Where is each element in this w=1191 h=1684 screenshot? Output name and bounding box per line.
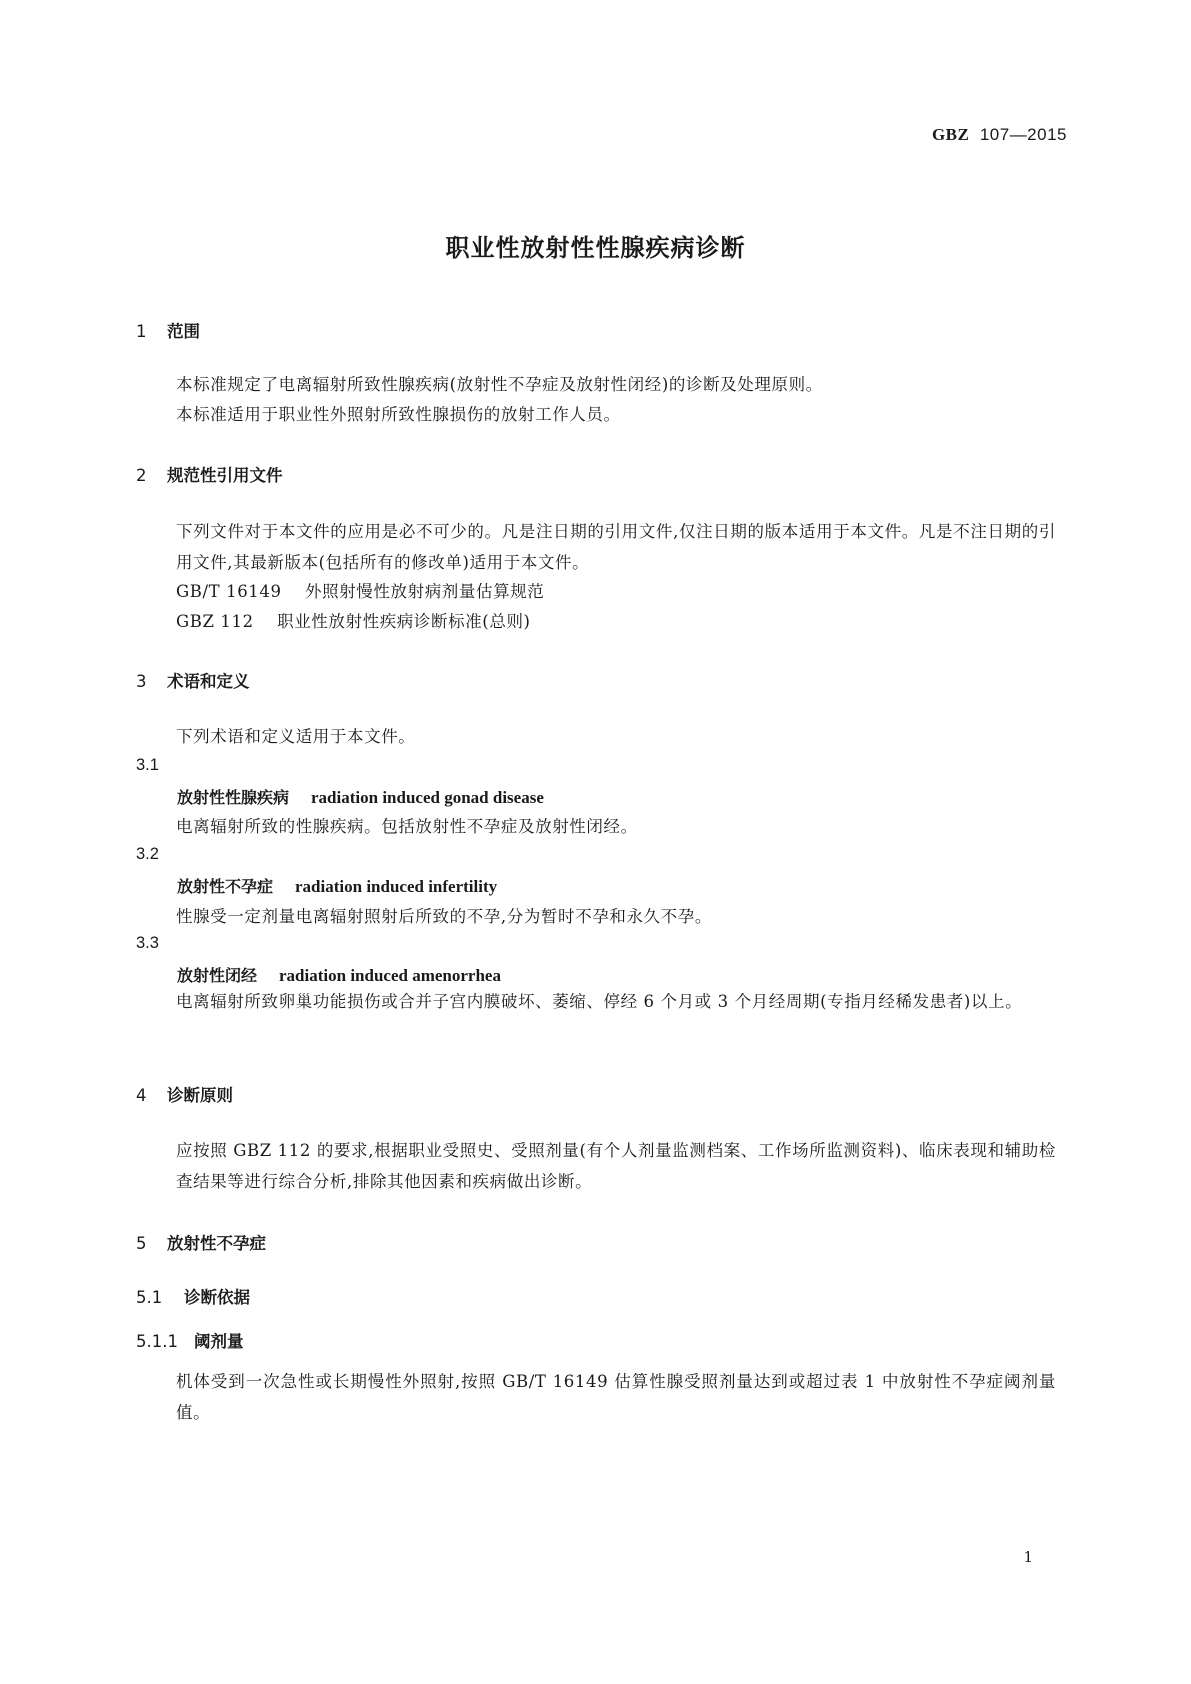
paragraph-text: 下列文件对于本文件的应用是必不可少的。凡是注日期的引用文件,仅注日期的版本适用于本文件。凡是不注日期的引用文件,其最新版本(包括所有的修改单)适用于本文件。 [176,522,1056,572]
term-en: radiation induced infertility [295,877,498,896]
paragraph: 本标准规定了电离辐射所致性腺疾病(放射性不孕症及放射性闭经)的诊断及处理原则。 [176,375,823,394]
reference-code: GBZ 112 [176,612,254,631]
reference-title: 职业性放射性疾病诊断标准(总则) [277,612,531,631]
paragraph-text: 应按照 GBZ 112 的要求,根据职业受照史、受照剂量(有个人剂量监测档案、工作场所监测资料)、临床表现和辅助检查结果等进行综合分析,排除其他因素和疾病做出诊断。 [176,1141,1056,1191]
document-code [932,125,1067,145]
section-number: 4 [136,1086,147,1105]
section-title: 范围 [167,322,200,341]
section-title: 术语和定义 [167,672,250,691]
term-definition-text: 电离辐射所致卵巢功能损伤或合并子宫内膜破坏、萎缩、停经 6 个月或 3 个月经周期(专指月经稀发患者)以上。 [176,992,1023,1011]
section-5-heading [136,1230,266,1254]
term-en: radiation induced amenorrhea [279,966,501,985]
term-cn: 放射性闭经 [177,966,258,985]
term-cn: 放射性不孕症 [177,877,274,896]
section-2-heading [136,462,283,486]
document-code-number: 107—2015 [979,125,1067,144]
term-number: 3.2 [136,845,159,863]
page-title: 职业性放射性性腺疾病诊断 [445,234,746,262]
paragraph: 下列术语和定义适用于本文件。 [176,727,416,746]
paragraph [136,1366,1056,1428]
reference-item [176,578,544,602]
term-en: radiation induced gonad disease [311,788,544,807]
section-number: 2 [136,466,147,485]
section-title: 规范性引用文件 [167,466,283,485]
reference-code: GB/T 16149 [176,582,282,601]
document-code-prefix: GBZ [931,125,970,144]
section-number: 1 [136,322,147,341]
section-1-heading [136,318,200,342]
page-number: 1 [1023,1548,1033,1566]
term-heading [177,785,544,808]
section-number: 3 [136,672,147,691]
section-4-heading [136,1082,233,1106]
reference-item [176,608,531,632]
term-definition: 电离辐射所致的性腺疾病。包括放射性不孕症及放射性闭经。 [176,817,638,836]
paragraph: 本标准适用于职业性外照射所致性腺损伤的放射工作人员。 [176,405,621,424]
term-heading [177,874,497,897]
subsection-number: 5.1.1 [136,1332,178,1351]
section-number: 5 [136,1234,147,1253]
subsection-5-1-heading [136,1284,250,1308]
paragraph [136,1135,1056,1197]
paragraph-text: 机体受到一次急性或长期慢性外照射,按照 GB/T 16149 估算性腺受照剂量达到或超过表 1 中放射性不孕症阈剂量值。 [176,1372,1056,1422]
term-number: 3.1 [136,756,159,774]
term-cn: 放射性性腺疾病 [177,788,290,807]
term-number: 3.3 [136,934,159,952]
section-3-heading [136,668,250,692]
subsection-title: 诊断依据 [184,1288,250,1307]
subsection-title: 阈剂量 [194,1332,244,1351]
term-definition [136,986,1056,1017]
term-definition: 性腺受一定剂量电离辐射照射后所致的不孕,分为暂时不孕和永久不孕。 [176,907,712,926]
paragraph [136,516,1056,578]
subsection-number: 5.1 [136,1288,163,1307]
subsection-5-1-1-heading [136,1328,244,1352]
section-title: 诊断原则 [167,1086,233,1105]
term-heading [177,963,501,986]
section-title: 放射性不孕症 [167,1234,266,1253]
reference-title: 外照射慢性放射病剂量估算规范 [305,582,545,601]
